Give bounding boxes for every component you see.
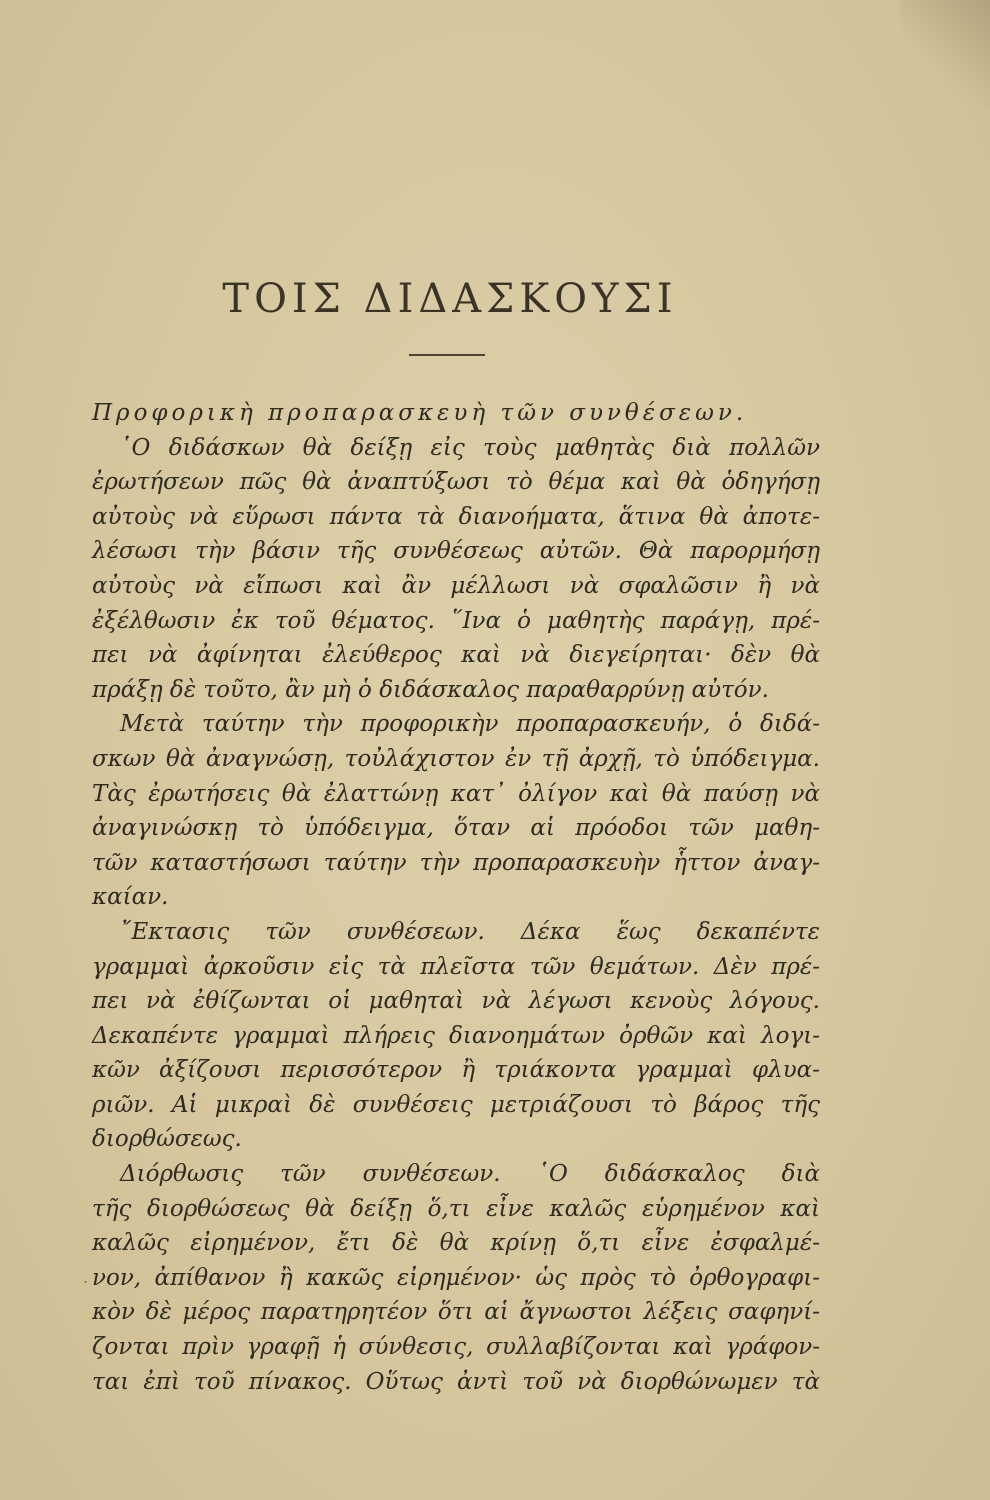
text-line: ῾Ο διδάσκων θὰ δείξῃ εἰς τοὺς μαθητὰς διὰ πολλῶν [120, 434, 820, 461]
text-line: Δεκαπέντε γραμμαὶ πλήρεις διανοημάτων ὀρθῶν καὶ λογι- [92, 1022, 820, 1049]
text-line: λέσωσι τὴν βάσιν τῆς συνθέσεως αὐτῶν. Θὰ παρορμήσῃ [92, 538, 820, 565]
text-line: ζονται πρὶν γραφῇ ἡ σύνθεσις, συλλαβίζονται καὶ γράφον- [92, 1334, 820, 1361]
heading-divider [409, 354, 485, 356]
text-line: αὐτοὺς νὰ εἴπωσι καὶ ἂν μέλλωσι νὰ σφαλῶσιν ἢ νὰ [92, 572, 820, 599]
text-line: καίαν. [92, 884, 169, 911]
text-line: τῆς διορθώσεως θὰ δείξῃ ὅ,τι εἶνε καλῶς εὑρημένον καὶ [92, 1195, 820, 1222]
text-line: ἀναγινώσκῃ τὸ ὑπόδειγμα, ὅταν αἱ πρόοδοι τῶν μαθη- [92, 815, 820, 842]
text-line: κῶν ἀξίζουσι περισσότερον ἢ τριάκοντα γραμμαὶ φλυα- [92, 1057, 820, 1084]
text-line: πει νὰ ἀφίνηται ἐλεύθερος καὶ νὰ διεγείρηται· δὲν θὰ [92, 642, 820, 669]
text-line: Προφορικὴ προπαρασκευὴ τῶν συνθέσεων. [92, 400, 748, 426]
margin-mark: ˙ [82, 1280, 89, 1296]
text-line: τῶν καταστήσωσι ταύτην τὴν προπαρασκευὴν ἧττον ἀναγ- [92, 849, 820, 876]
text-line: νον, ἀπίθανον ἢ κακῶς εἰρημένον· ὡς πρὸς τὸ ὀρθογραφι- [92, 1264, 820, 1291]
text-line: Μετὰ ταύτην τὴν προφορικὴν προπαρασκευήν, ὁ διδά- [120, 711, 820, 738]
body-text [92, 396, 820, 1399]
text-line: ται ἐπὶ τοῦ πίνακος. Οὕτως ἀντὶ τοῦ νὰ διορθώνωμεν τὰ [92, 1368, 820, 1395]
text-line: σκων θὰ ἀναγνώσῃ, τοὐλάχιστον ἐν τῇ ἀρχῇ, τὸ ὑπόδειγμα. [92, 745, 820, 772]
page-corner-shadow [900, 0, 990, 110]
page-heading: ΤΟΙΣ ΔΙΔΑΣΚΟΥΣΙ [222, 276, 678, 322]
text-line: κὸν δὲ μέρος παρατηρητέον ὅτι αἱ ἄγνωστοι λέξεις σαφηνί- [92, 1299, 820, 1326]
text-line: πει νὰ ἐθίζωνται οἱ μαθηταὶ νὰ λέγωσι κενοὺς λόγους. [92, 988, 820, 1015]
text-line: γραμμαὶ ἀρκοῦσιν εἰς τὰ πλεῖστα τῶν θεμάτων. Δὲν πρέ- [92, 953, 820, 980]
text-line: ἐξέλθωσιν ἐκ τοῦ θέματος. ῞Ινα ὁ μαθητὴς παράγῃ, πρέ- [92, 607, 820, 634]
text-line: ριῶν. Αἱ μικραὶ δὲ συνθέσεις μετριάζουσι τὸ βάρος τῆς [92, 1091, 820, 1118]
text-line: Τὰς ἐρωτήσεις θὰ ἐλαττώνῃ κατ᾽ ὀλίγον καὶ θὰ παύσῃ νὰ [92, 780, 820, 807]
text-line: αὐτοὺς νὰ εὕρωσι πάντα τὰ διανοήματα, ἅτινα θὰ ἀποτε- [92, 503, 820, 530]
text-line: ἐρωτήσεων πῶς θὰ ἀναπτύξωσι τὸ θέμα καὶ θὰ ὁδηγήσῃ [92, 469, 820, 496]
text-line: Διόρθωσις τῶν συνθέσεων. ῾Ο διδάσκαλος διὰ [120, 1161, 820, 1188]
text-line: καλῶς εἰρημένον, ἔτι δὲ θὰ κρίνῃ ὅ,τι εἶνε ἐσφαλμέ- [92, 1230, 820, 1257]
text-line: διορθώσεως. [92, 1126, 242, 1153]
text-line: ῎Εκτασις τῶν συνθέσεων. Δέκα ἕως δεκαπέντε [120, 918, 820, 945]
text-line: πράξῃ δὲ τοῦτο, ἂν μὴ ὁ διδάσκαλος παραθαρρύνῃ αὐτόν. [92, 676, 769, 703]
